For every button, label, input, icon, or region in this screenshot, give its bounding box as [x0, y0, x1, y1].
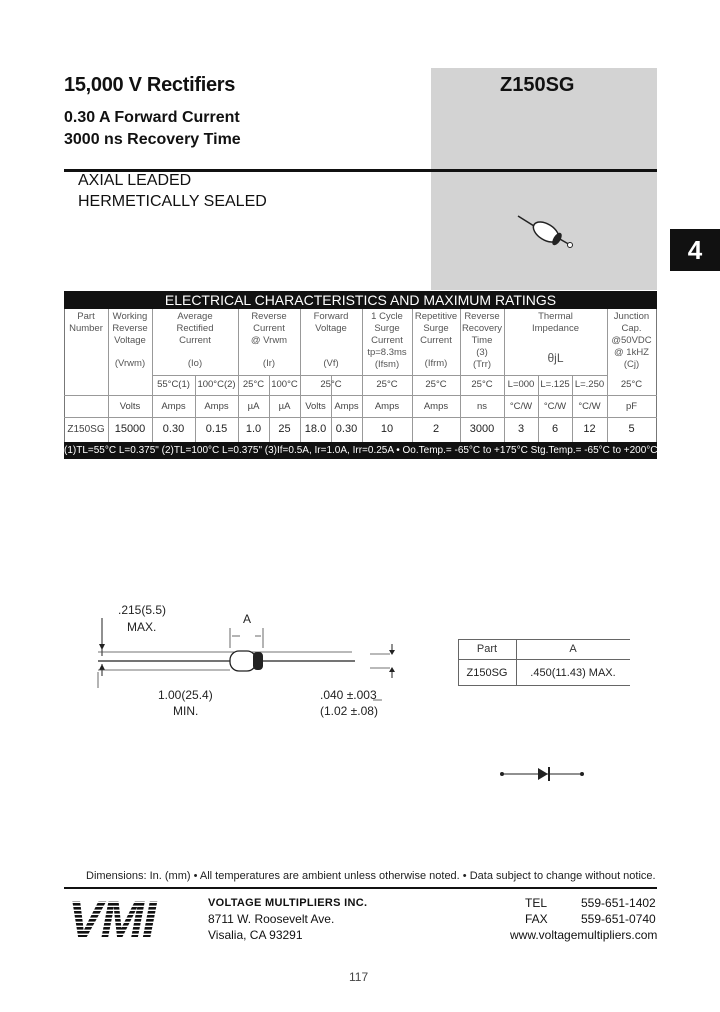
header-current: Current [179, 335, 211, 346]
header-reverse-2: Reverse [464, 311, 500, 322]
length-a-label: A [243, 612, 252, 626]
lead-diameter-label: .040 ±.003 [320, 688, 377, 702]
value-cell: 10 [380, 423, 394, 435]
dimension-table [458, 639, 630, 687]
header-impedance: Impedance [531, 323, 579, 334]
condition-cell: 100°C(2) [197, 379, 236, 390]
header-1-cycle: 1 Cycle [371, 311, 403, 322]
unit-cell: pF [625, 401, 638, 412]
value-cell: 3000 [469, 423, 495, 435]
svg-text:VMI: VMI [68, 895, 155, 940]
value-cell: 12 [583, 423, 596, 435]
dim-table-value: .450(11.43) MAX. [530, 667, 616, 679]
unit-cell: °C/W [509, 401, 533, 412]
company-name: VOLTAGE MULTIPLIERS INC. [208, 897, 368, 909]
value-cell: 2 [432, 423, 440, 435]
header-forward: Forward [313, 311, 349, 322]
header-thermal: Thermal [538, 311, 573, 322]
symbol-io: (Io) [187, 358, 203, 369]
header-junction: Junction [613, 311, 650, 322]
package-type-line-1: AXIAL LEADED [78, 172, 192, 189]
diode-symbol-icon [498, 764, 588, 784]
fax-number: 559-651-0740 [581, 912, 656, 926]
condition-cell: 25°C [425, 379, 447, 390]
unit-cell: Volts [119, 401, 141, 412]
condition-cell: 25°C [376, 379, 398, 390]
page-number: 117 [349, 970, 369, 984]
condition-cell: L=.125 [540, 379, 570, 390]
value-cell: 5 [628, 423, 635, 435]
header-current-2: Current [253, 323, 285, 334]
header-50vdc: @50VDC [611, 335, 652, 346]
lead-diameter-mm: (1.02 ±.08) [320, 704, 378, 718]
website-link[interactable]: www.voltagemultipliers.com [510, 928, 658, 942]
header-recovery: Recovery [461, 323, 503, 334]
part-number: Z150SG [500, 74, 575, 96]
header-reverse: Reverse [112, 323, 148, 334]
ratings-table [64, 309, 657, 442]
header-cap: Cap. [621, 323, 642, 334]
unit-cell: Amps [423, 401, 449, 412]
value-cell: 0.30 [162, 423, 185, 435]
part-number-panel [431, 68, 657, 290]
unit-cell: Amps [334, 401, 359, 412]
dim-table-header-a: A [569, 643, 577, 655]
dim-table-part: Z150SG [466, 667, 508, 679]
unit-cell: °C/W [578, 401, 601, 412]
lead-length-label: 1.00(25.4) [158, 688, 213, 702]
header-tp: tp=8.3ms [367, 347, 407, 358]
unit-cell: Amps [161, 401, 186, 412]
forward-current-subtitle: 0.30 A Forward Current [64, 109, 240, 126]
page-title: 15,000 V Rectifiers [64, 74, 236, 96]
condition-cell: 25°C [471, 379, 493, 390]
recovery-time-subtitle: 3000 ns Recovery Time [64, 131, 241, 148]
condition-cell: 25°C [242, 379, 265, 390]
package-type-line-2: HERMETICALLY SEALED [78, 193, 267, 210]
condition-cell: 25°C [620, 379, 643, 390]
symbol-theta: θjL [547, 351, 564, 365]
header-average: Average [177, 311, 213, 322]
dimensions-note: Dimensions: In. (mm) • All temperatures are ambient unless otherwise noted. • Data subject to change without notice. [86, 870, 656, 882]
condition-cell: 100°C [271, 379, 298, 390]
body-diameter-max: MAX. [127, 620, 157, 634]
header-voltage-2: Voltage [315, 323, 347, 334]
value-cell: 0.30 [335, 423, 358, 435]
unit-cell: Volts [305, 401, 326, 412]
condition-cell: L=.250 [574, 379, 605, 390]
header-surge-2: Surge [423, 323, 449, 334]
header-surge: Surge [374, 323, 400, 334]
lead-length-min: MIN. [173, 704, 199, 718]
symbol-trr: (Trr) [472, 359, 492, 370]
header-reverse-current: Reverse [251, 311, 287, 322]
diode-illustration-icon [512, 208, 576, 250]
header-note-3: (3) [476, 347, 488, 358]
unit-cell: Amps [374, 401, 400, 412]
symbol-ir: (Ir) [262, 358, 276, 369]
ratings-table-title: ELECTRICAL CHARACTERISTICS AND MAXIMUM RATINGS [64, 291, 657, 309]
condition-cell: 25°C [320, 379, 342, 390]
vmi-logo [66, 895, 196, 940]
header-voltage: Voltage [114, 335, 146, 346]
table-row-part: Z150SG [67, 424, 105, 435]
header-repetitive: Repetitive [414, 311, 458, 322]
body-diameter-label: .215(5.5) [118, 603, 167, 617]
company-address-1: 8711 W. Roosevelt Ave. [208, 912, 335, 926]
header-time: Time [471, 335, 493, 346]
header-rectified: Rectified [176, 323, 214, 334]
symbol-vf: (Vf) [323, 358, 339, 369]
unit-cell: ns [476, 401, 488, 412]
header-part: Part [77, 311, 95, 322]
unit-cell: µA [278, 401, 291, 412]
header-at-vrwm: @ Vrwm [250, 335, 288, 346]
condition-cell: 55°C(1) [157, 379, 190, 390]
value-cell: 6 [551, 423, 559, 435]
header-current-4: Current [420, 335, 452, 346]
dim-table-header-part: Part [476, 643, 498, 655]
header-working: Working [112, 311, 148, 322]
tel-label: TEL [525, 896, 548, 910]
header-number: Number [69, 323, 103, 334]
header-1khz: @ 1kHZ [614, 347, 649, 358]
fax-label: FAX [525, 912, 548, 926]
value-cell: 3 [517, 423, 525, 435]
header-current-3: Current [371, 335, 403, 346]
symbol-cj: (Cj) [623, 359, 640, 370]
company-address-2: Visalia, CA 93291 [208, 928, 303, 942]
tel-number: 559-651-1402 [581, 896, 656, 910]
symbol-vrwm: (Vrwm) [114, 358, 146, 369]
value-cell: 15000 [114, 423, 146, 435]
section-tab: 4 [670, 229, 720, 271]
value-cell: 1.0 [245, 423, 262, 435]
ratings-footnote: (1)TL=55°C L=0.375" (2)TL=100°C L=0.375" (3)If=0.5A, Ir=1.0A, Irr=0.25A • Oo.Temp.= -65°C to +175°C Stg.Temp.= -65°C to +200°C [64, 442, 657, 459]
footer-rule [64, 887, 657, 889]
value-cell: 0.15 [205, 423, 228, 435]
symbol-ifsm: (Ifsm) [374, 359, 400, 370]
unit-cell: µA [247, 401, 260, 412]
condition-cell: L=000 [507, 379, 535, 390]
value-cell: 18.0 [304, 423, 327, 435]
unit-cell: Amps [204, 401, 229, 412]
value-cell: 25 [278, 423, 291, 435]
symbol-ifrm: (Ifrm) [424, 358, 448, 369]
unit-cell: °C/W [543, 401, 567, 412]
